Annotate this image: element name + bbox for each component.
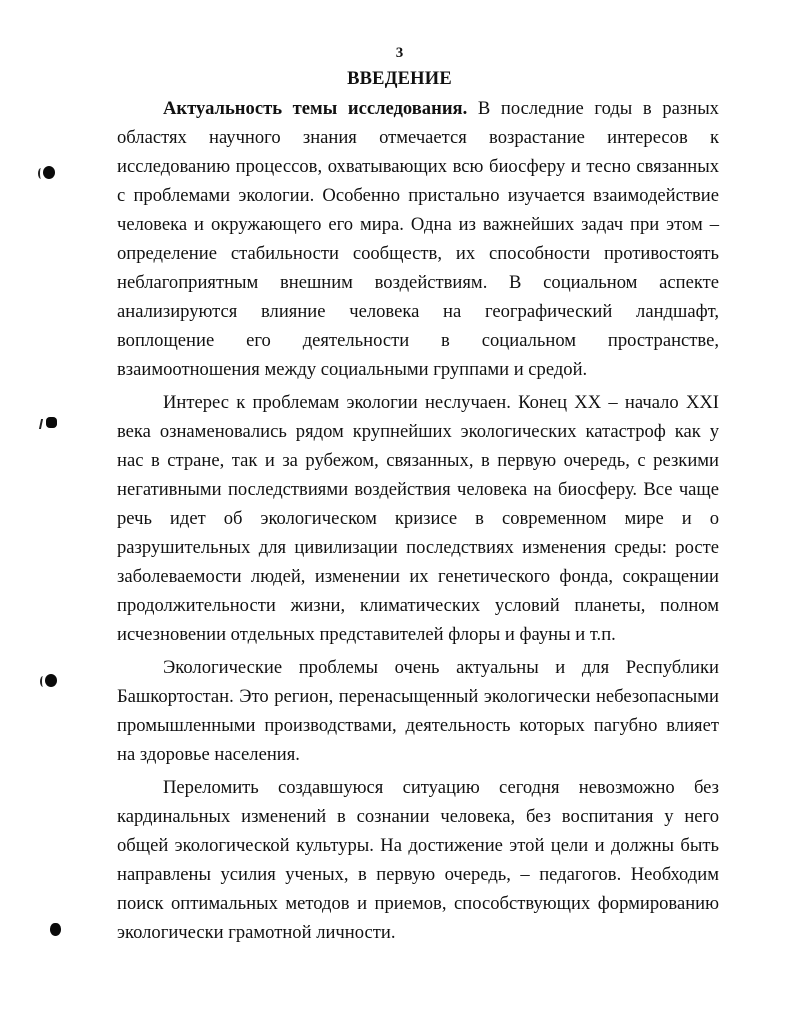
punch-hole-2-icon [46,417,57,428]
paragraph-overcome: Переломить создавшуюся ситуацию сегодня невозможно без кардинальных изменений в сознании человека, без воспитания у него общей экологической культуры. На достижение этой цели и должны быть направлены усилия ученых, в первую очередь, – педагогов. Необходим поиск оптимальных методов и приемов, способствующих формированию экологически грамотной личности. [117,777,719,943]
body-text [117,94,719,951]
paragraph-bashkortostan: Экологические проблемы очень актуальны и для Республики Башкортостан. Это регион, перенасыщенный экологически небезопасными промышленными производствами, деятельность которых пагубно влияет на здоровье населения. [117,657,719,765]
page-number: 3 [395,45,404,61]
paragraph-lead-bold: Актуальность темы исследования. [163,98,468,119]
paragraph-text: В последние годы в разных областях научного знания отмечается возрастание интересов к исследованию процессов, охватывающих всю биосферу и тесно связанных с проблемами экологии. Особенно пристально изучается взаимодействие человека и окружающего его мира. Одна из важнейших задач при этом – определение стабильности сообществ, их способности противостоять неблагоприятным внешним воздействиям. В социальном аспекте анализируются влияние человека на географический ландшафт, воплощение его деятельности в социальном пространстве, взаимоотношения между социальными группами и средой. [117,98,719,380]
paragraph-relevance [117,94,719,384]
punch-hole-1-icon [43,166,55,179]
punch-hole-3-icon [45,674,57,687]
section-heading: ВВЕДЕНИЕ [347,69,452,89]
paragraph-interest: Интерес к проблемам экологии неслучаен. Конец XX – начало XXI века ознаменовались рядом крупнейших экологических катастроф как у нас в стране, так и за рубежом, связанных, в первую очередь, с резкими негативными последствиями воздействия человека на биосферу. Все чаще речь идет об экологическом кризисе в современном мире и о разрушительных для цивилизации последствиях изменения среды: росте заболеваемости людей, изменении их генетического фонда, сокращении продолжительности жизни, климатических условий планеты, полном исчезновении отдельных представителей флоры и фауны и т.п. [117,392,719,645]
punch-hole-4-icon [50,923,61,936]
